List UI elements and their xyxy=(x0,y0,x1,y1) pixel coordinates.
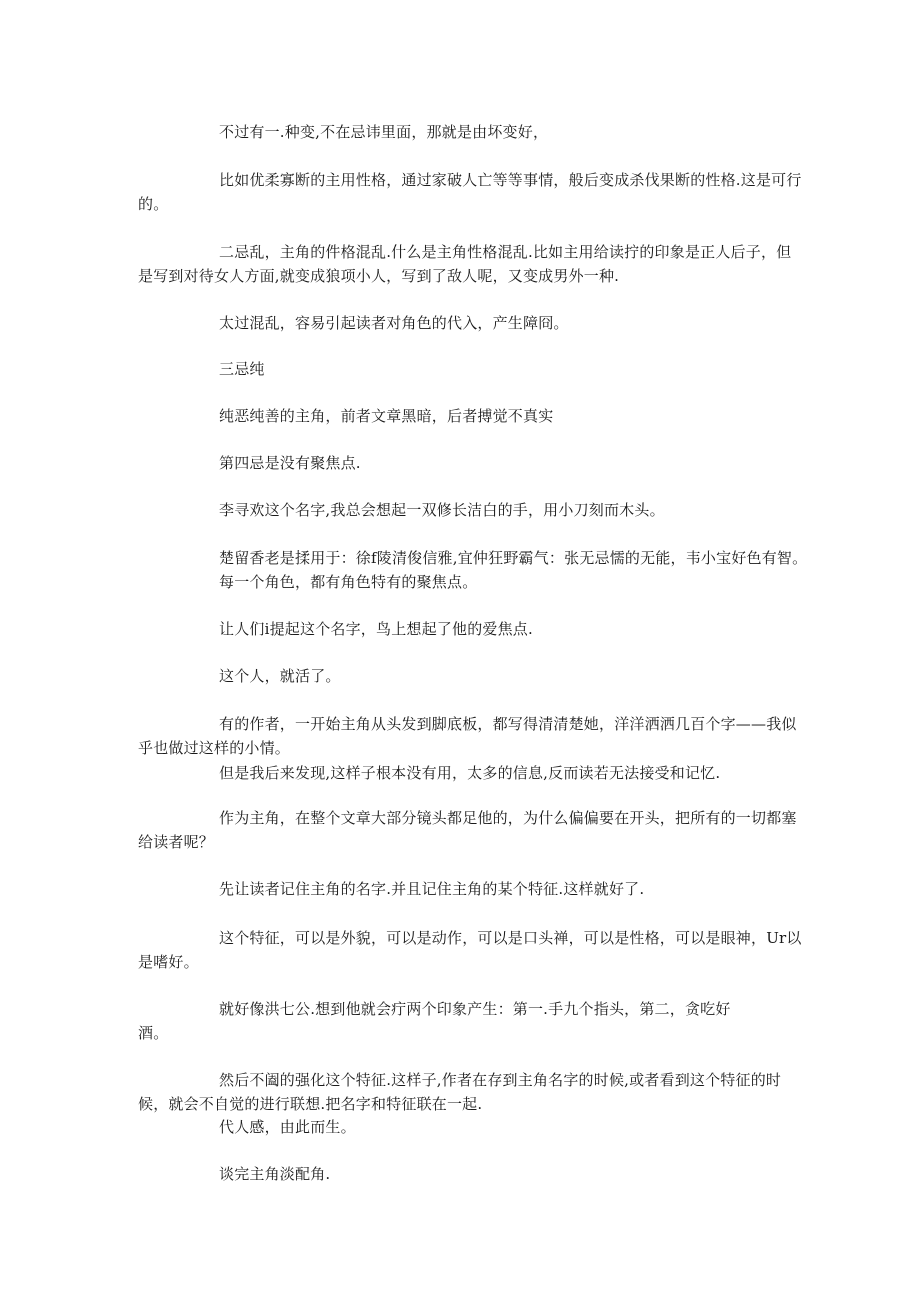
text-line: 但是我后来发现,这样子根本没有用，太多的信息,反而读若无法接受和记忆. xyxy=(219,764,721,782)
text-line: 然后不阖的强化这个特征.这样子,作者在存到主角名字的时候,或者看到这个特征的时 xyxy=(219,1071,782,1089)
text-line: 有的作者，一开始主角从头发到脚底板，都写得清清楚她，洋洋洒洒几百个字——我似 xyxy=(219,715,797,733)
text-line: 每一个角色，都有角色特有的聚焦点。 xyxy=(219,573,478,591)
text-line: 代人感，由此而生。 xyxy=(219,1118,356,1136)
text-line: 作为主角，在整个文章大部分镜头都足他的，为什么偏偏要在开头，把所有的一切都塞 xyxy=(219,809,797,827)
text-line: 谈完主角淡配角. xyxy=(219,1165,331,1183)
text-line: 是写到对待女人方面,就变成狼项小人，写到了敌人呢，又变成男外一种. xyxy=(138,267,620,285)
text-line: 二忌乱，主角的件格混乱.什么是主角性格混乱.比如主用给读拧的印象是正人后子，但 xyxy=(219,243,792,261)
text-line: 楚留香老是揉用于：徐f陵清俊信雅,宜仲狂野霸气：张无忌懦的无能，韦小宝好色有智。 xyxy=(219,549,808,567)
text-line: 这个人，就活了。 xyxy=(219,667,341,685)
text-line: 太过混乱，容易引起读者对角色的代入，产生障冏。 xyxy=(219,314,569,332)
text-line: 让人们i提起这个名字，鸟上想起了他的爱焦点. xyxy=(219,620,533,638)
text-line: 三忌纯 xyxy=(219,360,265,378)
text-line: 第四忌是没有聚焦点. xyxy=(219,454,361,472)
text-line: 乎也做过这样的小情。 xyxy=(138,739,291,757)
text-line: 就好像洪七公.想到他就会疔两个印象产生：第一.手九个指头，第二，贪吃好 xyxy=(219,1000,731,1018)
text-line: 李寻欢这个名字,我总会想起一双修长洁白的手，用小刀刻而木头。 xyxy=(219,501,665,519)
text-line: 酒。 xyxy=(138,1024,169,1042)
text-line: 比如优柔寡断的主用性格，通过家破人亡等等事情，般后变成杀伐果断的性格.这是可行 xyxy=(219,171,802,189)
text-line: 这个特征，可以是外貌，可以是动作，可以是口头禅，可以是性格，可以是眼神，Ur以 xyxy=(219,929,802,947)
text-line: 是嗜好。 xyxy=(138,953,199,971)
text-line: 先让读者记住主角的名字.并且记住主角的某个特征.这样就好了. xyxy=(219,880,645,898)
text-line: 给读者呢？ xyxy=(138,833,215,851)
text-line: 的。 xyxy=(138,195,169,213)
text-line: 纯恶纯善的主角，前者文章黑暗，后者搏觉不真实 xyxy=(219,407,554,425)
text-line: 不过有一.种变,不在忌讳里面，那就是由坏变好， xyxy=(219,123,549,141)
text-line: 候，就会不自觉的进行联想.把名字和特征联在一起. xyxy=(138,1095,483,1113)
